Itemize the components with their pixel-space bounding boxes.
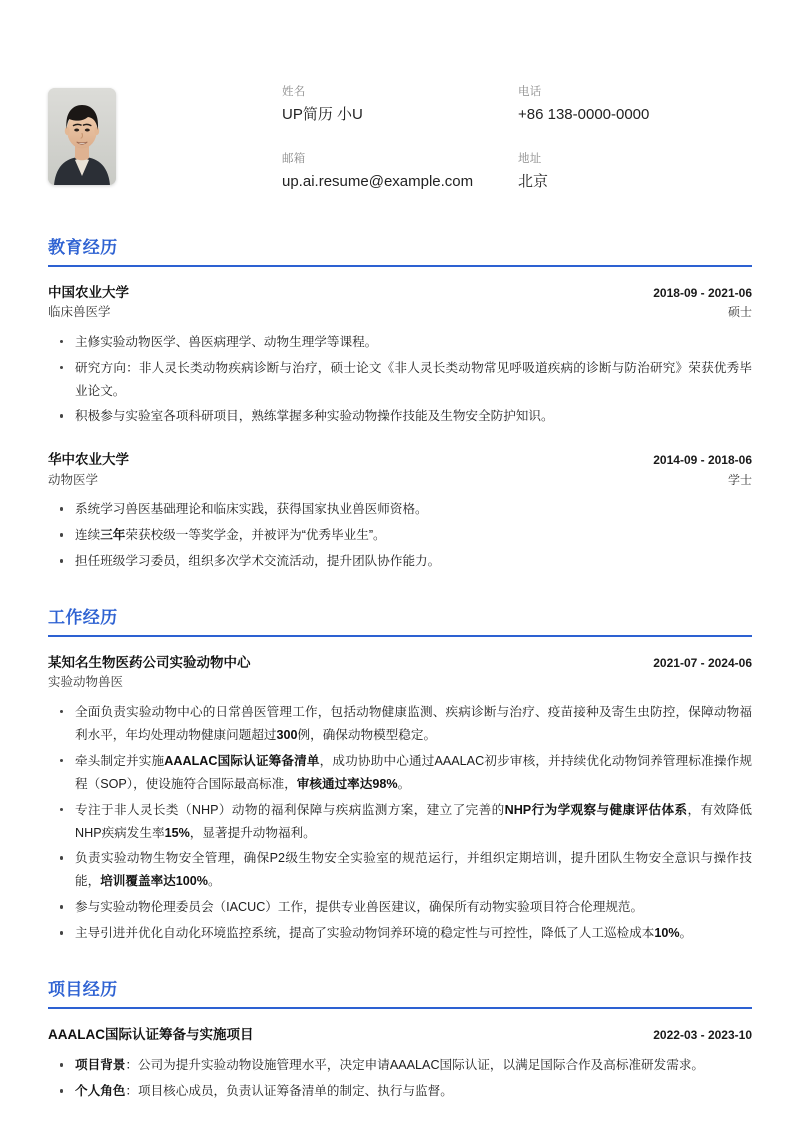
experience-entry	[48, 283, 752, 429]
entry-bullet-list	[48, 331, 752, 429]
contact-label: 姓名	[282, 86, 306, 98]
bullet-emphasis: NHP行为学观察与健康评估体系	[504, 802, 688, 817]
bullet-item: 连续三年荣获校级一等奖学金，并被评为“优秀毕业生”。	[48, 524, 752, 547]
entry-subheader-row	[48, 303, 752, 322]
section-title: 教育经历	[48, 237, 118, 257]
avatar	[48, 88, 116, 185]
contact-field-email	[282, 151, 518, 192]
bullet-emphasis: AAALAC国际认证筹备清单	[164, 753, 320, 768]
section-divider	[48, 1007, 752, 1009]
portrait-photo-icon	[48, 88, 116, 185]
bullet-item: 研究方向：非人灵长类动物疾病诊断与治疗，硕士论文《非人灵长类动物常见呼吸道疾病的诊断与防治研究》荣获优秀毕业论文。	[48, 357, 752, 403]
bullet-item: 主修实验动物医学、兽医病理学、动物生理学等课程。	[48, 331, 752, 354]
bullet-emphasis: 300	[276, 727, 298, 742]
entry-organization: AAALAC国际认证筹备与实施项目	[48, 1027, 254, 1043]
entry-header-row	[48, 283, 752, 303]
contact-label: 邮箱	[282, 153, 306, 166]
resume-sections	[48, 233, 752, 1103]
experience-entry	[48, 653, 752, 945]
entry-header-row	[48, 1025, 752, 1045]
contact-field-name	[282, 84, 518, 125]
bullet-item: 项目背景：公司为提升实验动物设施管理水平，决定申请AAALAC国际认证，以满足国际合作及高标准研发需求。	[48, 1054, 752, 1077]
entry-organization: 中国农业大学	[48, 284, 129, 300]
contact-label: 地址	[518, 153, 542, 166]
bullet-emphasis: 三年	[100, 528, 126, 543]
bullet-emphasis: 项目背景	[75, 1058, 126, 1073]
section-1	[48, 233, 752, 573]
entry-degree: 学士	[727, 472, 752, 487]
entry-bullet-list	[48, 701, 752, 945]
experience-entry	[48, 1025, 752, 1103]
entry-bullet-list	[48, 498, 752, 573]
bullet-item: 积极参与实验室各项科研项目，熟练掌握多种实验动物操作技能及生物安全防护知识。	[48, 405, 752, 428]
bullet-item: 主导引进并优化自动化环境监控系统，提高了实验动物饲养环境的稳定性与可控性，降低了人工巡检成本10%。	[48, 922, 752, 945]
contact-field-phone	[518, 84, 752, 125]
entry-role: 动物医学	[48, 472, 99, 487]
bullet-emphasis: 审核通过率达98%	[296, 776, 398, 791]
section-divider	[48, 265, 752, 267]
bullet-emphasis: 10%	[654, 926, 680, 941]
bullet-item: 牵头制定并实施AAALAC国际认证筹备清单，成功协助中心通过AAALAC初步审核，并持续优化动物饲养管理标准操作规程（SOP），使设施符合国际最高标准，审核通过率达98%。	[48, 750, 752, 796]
entry-role: 临床兽医学	[48, 304, 111, 319]
bullet-item: 参与实验动物伦理委员会（IACUC）工作，提供专业兽医建议，确保所有动物实验项目符合伦理规范。	[48, 896, 752, 919]
resume-header	[48, 0, 752, 203]
bullet-item: 担任班级学习委员，组织多次学术交流活动，提升团队协作能力。	[48, 550, 752, 573]
entry-date-range: 2021-07 - 2024-06	[653, 656, 752, 671]
entry-degree: 硕士	[727, 304, 752, 319]
experience-entry	[48, 450, 752, 573]
entry-subheader-row	[48, 673, 752, 692]
section-3	[48, 975, 752, 1103]
contact-value-name: UP简历 小U	[282, 106, 363, 124]
contact-grid	[282, 78, 752, 193]
contact-value-address: 北京	[518, 173, 549, 191]
entry-date-range: 2022-03 - 2023-10	[653, 1028, 752, 1043]
section-divider	[48, 635, 752, 637]
contact-value-phone: +86 138-0000-0000	[518, 106, 650, 124]
bullet-item: 专注于非人灵长类（NHP）动物的福利保障与疾病监测方案，建立了完善的NHP行为学观察与健康评估体系，有效降低NHP疾病发生率15%，显著提升动物福利。	[48, 799, 752, 845]
bullet-emphasis: 15%	[164, 825, 190, 840]
section-title: 项目经历	[48, 980, 118, 1000]
entry-bullet-list	[48, 1054, 752, 1103]
entry-header-row	[48, 450, 752, 470]
bullet-item: 负责实验动物生物安全管理，确保P2级生物安全实验室的规范运行，并组织定期培训，提升团队生物安全意识与操作技能，培训覆盖率达100%。	[48, 847, 752, 893]
bullet-item: 全面负责实验动物中心的日常兽医管理工作，包括动物健康监测、疾病诊断与治疗、疫苗接种及寄生虫防控，保障动物福利水平，年均处理动物健康问题超过300例，确保动物模型稳定。	[48, 701, 752, 747]
section-title: 工作经历	[48, 608, 118, 628]
entry-subheader-row	[48, 471, 752, 490]
contact-field-address	[518, 151, 752, 192]
entry-date-range: 2014-09 - 2018-06	[653, 453, 752, 468]
bullet-item: 个人角色：项目核心成员，负责认证筹备清单的制定、执行与监督。	[48, 1080, 752, 1103]
contact-label: 电话	[518, 86, 542, 98]
entry-organization: 某知名生物医药公司实验动物中心	[48, 655, 251, 671]
contact-value-email: up.ai.resume@example.com	[282, 173, 474, 191]
entry-date-range: 2018-09 - 2021-06	[653, 285, 752, 300]
entry-role: 实验动物兽医	[48, 675, 124, 690]
bullet-item: 系统学习兽医基础理论和临床实践，获得国家执业兽医师资格。	[48, 498, 752, 521]
bullet-emphasis: 个人角色	[75, 1084, 126, 1099]
entry-header-row	[48, 653, 752, 673]
section-2	[48, 603, 752, 945]
bullet-emphasis: 培训覆盖率达100%	[100, 874, 208, 889]
entry-organization: 华中农业大学	[48, 452, 129, 468]
